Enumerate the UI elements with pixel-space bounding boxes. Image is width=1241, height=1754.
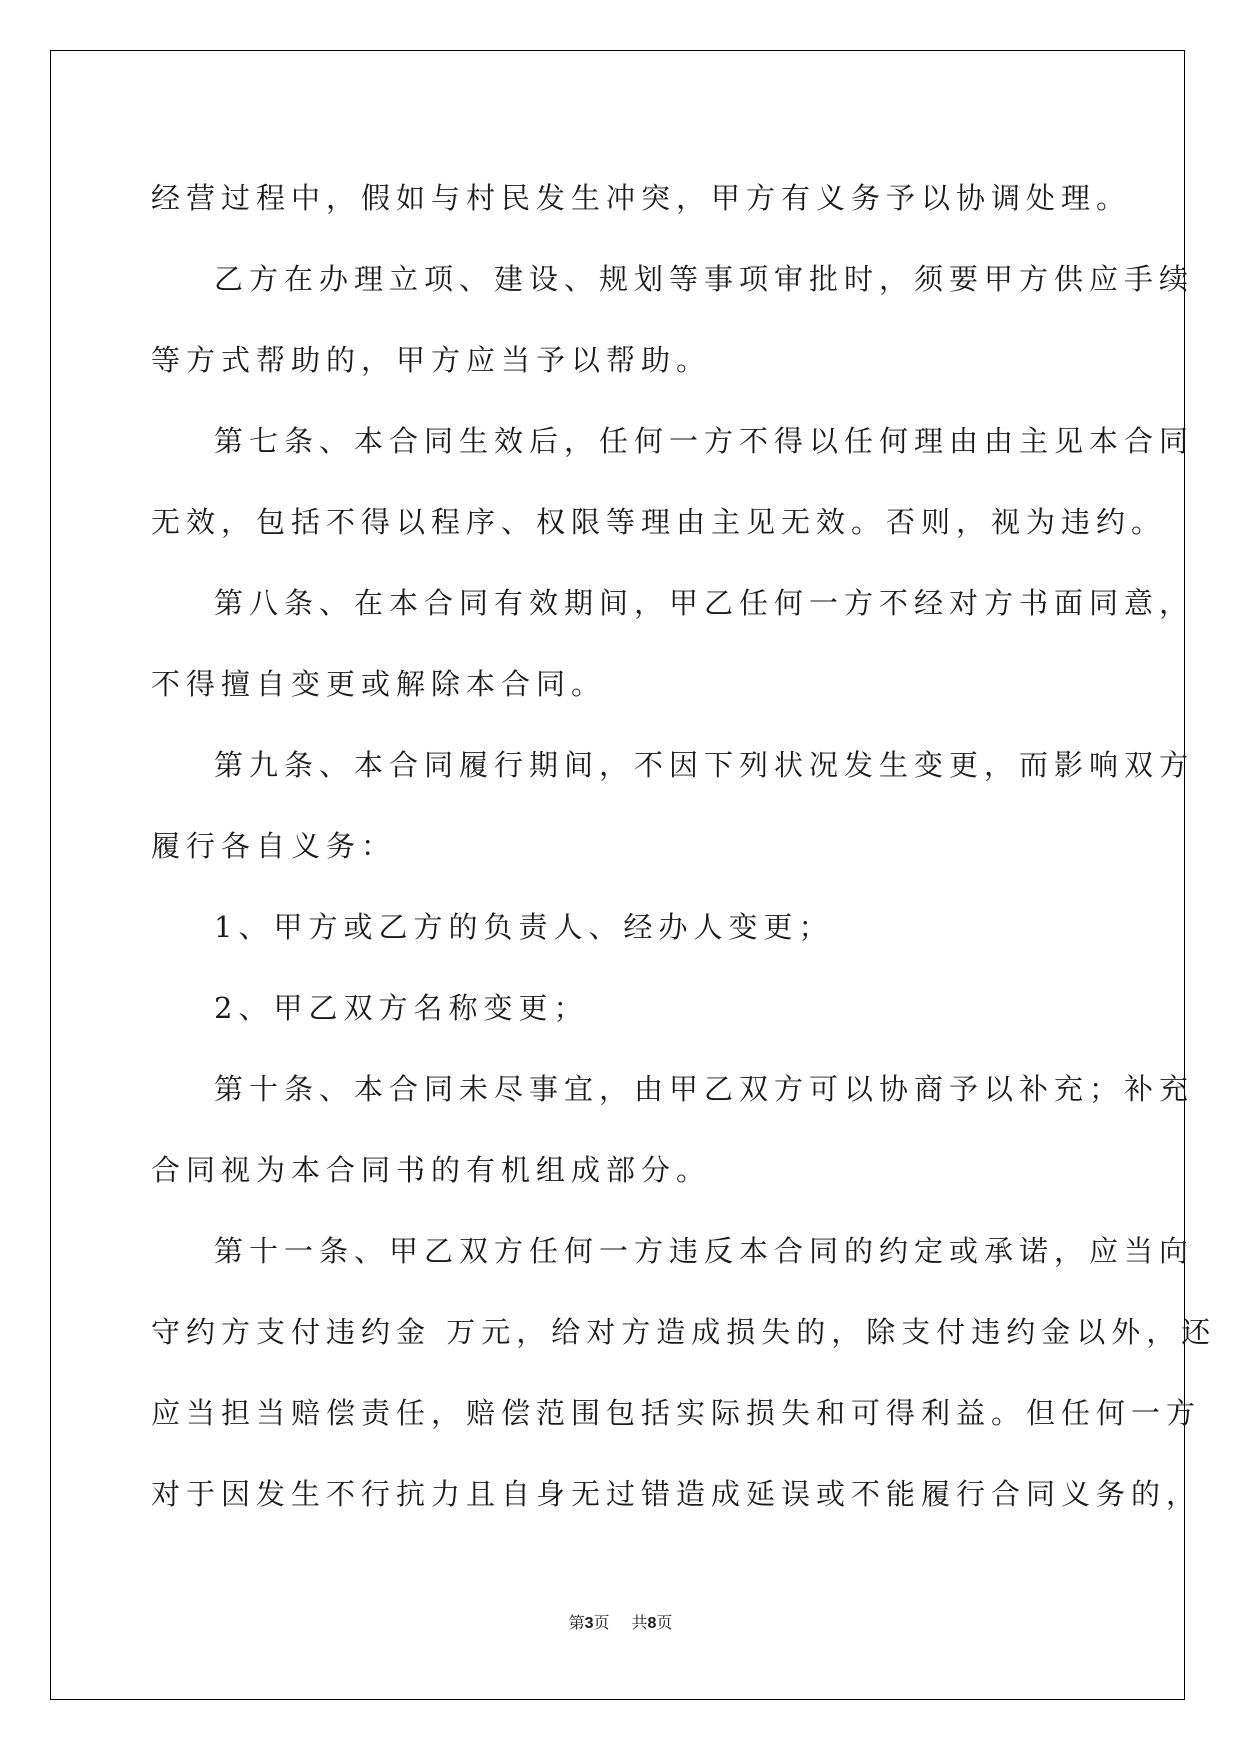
current-page-number: 3 [584, 1615, 594, 1632]
paragraph-line: 无效，包括不得以程序、权限等理由主见无效。否则，视为违约。 [151, 505, 1167, 539]
page-number-footer [0, 1613, 1241, 1634]
paragraph-line: 合同视为本合同书的有机组成部分。 [151, 1153, 712, 1187]
paragraph-line: 等方式帮助的，甲方应当予以帮助。 [151, 343, 712, 377]
paragraph-line: 第七条、本合同生效后，任何一方不得以任何理由由主见本合同 [214, 424, 1195, 458]
paragraph-line: 守约方支付违约金 万元，给对方造成损失的，除支付违约金以外，还 [151, 1315, 1217, 1349]
total-prefix: 共 [631, 1613, 648, 1632]
list-item: 1、甲方或乙方的负责人、经办人变更； [214, 910, 834, 944]
paragraph-line: 不得擅自变更或解除本合同。 [151, 667, 607, 701]
paragraph-line: 第十一条、甲乙双方任何一方违反本合同的约定或承诺，应当向 [214, 1234, 1195, 1268]
paragraph-line: 履行各自义务： [151, 829, 397, 863]
paragraph-line: 对于因发生不行抗力且自身无过错造成延误或不能履行合同义务的， [151, 1477, 1202, 1511]
list-item: 2、甲乙双方名称变更； [214, 991, 589, 1025]
paragraph-line: 经营过程中，假如与村民发生冲突，甲方有义务予以协调处理。 [151, 181, 1132, 215]
paragraph-line: 第八条、在本合同有效期间，甲乙任何一方不经对方书面同意， [214, 586, 1195, 620]
paragraph-line: 应当担当赔偿责任，赔偿范围包括实际损失和可得利益。但任何一方 [151, 1396, 1202, 1430]
paragraph-line: 第十条、本合同未尽事宜，由甲乙双方可以协商予以补充；补充 [214, 1072, 1195, 1106]
page-suffix: 页 [593, 1613, 610, 1632]
paragraph-line: 第九条、本合同履行期间，不因下列状况发生变更，而影响双方 [214, 748, 1195, 782]
document-body [151, 158, 1217, 1535]
total-page-number: 8 [647, 1615, 657, 1632]
page-prefix: 第 [568, 1613, 585, 1632]
total-suffix: 页 [656, 1613, 673, 1632]
paragraph-line: 乙方在办理立项、建设、规划等事项审批时，须要甲方供应手续 [214, 262, 1195, 296]
